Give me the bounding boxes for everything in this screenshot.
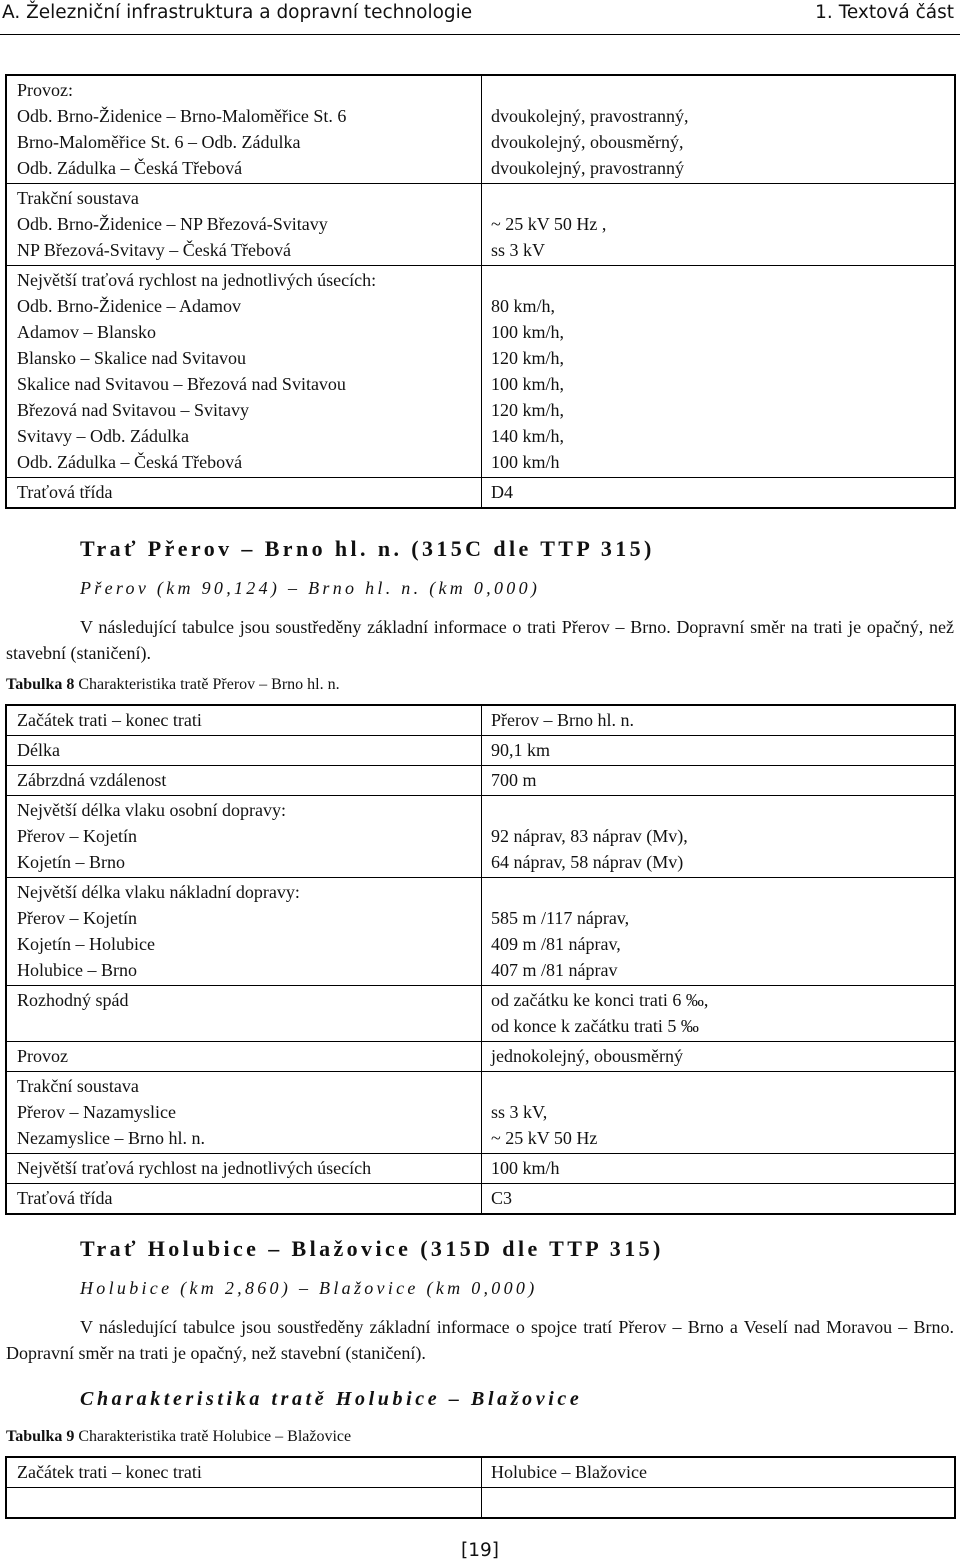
cell-line: Největší traťová rychlost na jednotlivých úsecích <box>17 1158 372 1178</box>
table-row <box>6 796 955 878</box>
cell-line: ~ 25 kV 50 Hz , <box>491 214 607 234</box>
caption-label: Tabulka 8 <box>6 676 75 693</box>
cell-line: Začátek trati – konec trati <box>17 1462 202 1482</box>
table-row <box>6 1072 955 1154</box>
cell-line: ss 3 kV <box>491 240 546 260</box>
cell-line: Odb. Brno-Židenice – NP Březová-Svitavy <box>17 214 328 234</box>
cell-line: Provoz: <box>17 80 73 100</box>
cell-line: 120 km/h, <box>491 348 565 368</box>
cell-line: Největší traťová rychlost na jednotlivých úsecích: <box>17 270 377 290</box>
cell-line: Holubice – Brno <box>17 960 137 980</box>
table-row <box>6 266 955 478</box>
cell-line: 100 km/h <box>491 452 560 472</box>
cell-line: Trakční soustava <box>17 1076 139 1096</box>
cell-line: Holubice – Blažovice <box>491 1462 647 1482</box>
cell-line: Největší délka vlaku nákladní dopravy: <box>17 882 300 902</box>
table-row <box>6 986 955 1042</box>
cell-line: 100 km/h <box>491 1158 560 1178</box>
cell-line: D4 <box>491 482 513 502</box>
section-paragraph: V následující tabulce jsou soustředěny základní informace o trati Přerov – Brno. Dopravní směr na trati je opačný, než stavební (staničení). <box>6 617 954 663</box>
table-row <box>6 766 955 796</box>
table-row <box>6 1042 955 1072</box>
table-row <box>6 1488 955 1519</box>
cell-line: Svitavy – Odb. Zádulka <box>17 426 189 446</box>
cell-line: 80 km/h, <box>491 296 556 316</box>
cell-line: Přerov – Kojetín <box>17 826 137 846</box>
cell-line: Rozhodný spád <box>17 990 129 1010</box>
cell-line: Kojetín – Holubice <box>17 934 155 954</box>
cell-line: Skalice nad Svitavou – Březová nad Svitavou <box>17 374 346 394</box>
cell-line: 120 km/h, <box>491 400 565 420</box>
cell-line: Přerov – Nazamyslice <box>17 1102 176 1122</box>
cell-line: Kojetín – Brno <box>17 852 125 872</box>
caption-text: Charakteristika tratě Přerov – Brno hl. n. <box>74 676 340 693</box>
cell-line: Odb. Brno-Židenice – Adamov <box>17 296 241 316</box>
cell-line: dvoukolejný, pravostranný <box>491 158 684 178</box>
cell-line: Odb. Zádulka – Česká Třebová <box>17 158 243 178</box>
cell-line: Přerov – Brno hl. n. <box>491 710 634 730</box>
page-number: [19] <box>461 1540 499 1561</box>
cell-line: Traťová třída <box>17 1188 113 1208</box>
cell-line: Délka <box>17 740 60 760</box>
table-row <box>6 1184 955 1215</box>
cell-line: Březová nad Svitavou – Svitavy <box>17 400 249 420</box>
cell-line: ~ 25 kV 50 Hz <box>491 1128 598 1148</box>
table-row <box>6 1154 955 1184</box>
cell-line: 92 náprav, 83 náprav (Mv), <box>491 826 688 846</box>
cell-line: 64 náprav, 58 náprav (Mv) <box>491 852 684 872</box>
cell-line: dvoukolejný, obousměrný, <box>491 132 684 152</box>
table-caption <box>6 1428 351 1446</box>
cell-line: 90,1 km <box>491 740 551 760</box>
table-continued <box>5 74 956 509</box>
cell-line: 100 km/h, <box>491 374 565 394</box>
cell-line: 700 m <box>491 770 537 790</box>
table-row <box>6 75 955 184</box>
table-row <box>6 478 955 509</box>
table-row <box>6 184 955 266</box>
table-row <box>6 1457 955 1488</box>
caption-text: Charakteristika tratě Holubice – Blažovice <box>74 1428 352 1445</box>
table-row <box>6 736 955 766</box>
subsection-heading: Charakteristika tratě Holubice – Blažovice <box>80 1388 583 1410</box>
section-title: Trať Přerov – Brno hl. n. (315C dle TTP 315) <box>80 536 655 561</box>
section-title: Trať Holubice – Blažovice (315D dle TTP 315) <box>80 1236 664 1261</box>
cell-line: Zábrzdná vzdálenost <box>17 770 167 790</box>
cell-line: od začátku ke konci trati 6 ‰, <box>491 990 709 1010</box>
table-row <box>6 878 955 986</box>
section-subtitle: Přerov (km 90,124) – Brno hl. n. (km 0,000) <box>80 578 541 598</box>
table-row <box>6 705 955 736</box>
cell-line: Odb. Brno-Židenice – Brno-Maloměřice St. 6 <box>17 106 347 126</box>
cell-line: Největší délka vlaku osobní dopravy: <box>17 800 286 820</box>
section-subtitle: Holubice (km 2,860) – Blažovice (km 0,000) <box>80 1278 538 1298</box>
cell-line: Odb. Zádulka – Česká Třebová <box>17 452 243 472</box>
header-part: 1. Textová část <box>815 2 954 23</box>
cell-line: Přerov – Kojetín <box>17 908 137 928</box>
section-paragraph: V následující tabulce jsou soustředěny základní informace o spojce tratí Přerov – Brno a Veselí nad Moravou – Brno. Dopravní směr na trati je opačný, než stavební (staničení). <box>6 1317 954 1363</box>
cell-line: C3 <box>491 1188 513 1208</box>
caption-label: Tabulka 9 <box>6 1428 75 1445</box>
header-chapter: A. Železniční infrastruktura a dopravní technologie <box>2 2 473 23</box>
table-caption <box>6 676 340 694</box>
cell-line: 409 m /81 náprav, <box>491 934 621 954</box>
cell-line: NP Březová-Svitavy – Česká Třebová <box>17 240 291 260</box>
cell-line: Začátek trati – konec trati <box>17 710 202 730</box>
cell-line: Trakční soustava <box>17 188 139 208</box>
cell-line: 585 m /117 náprav, <box>491 908 630 928</box>
cell-line: 407 m /81 náprav <box>491 960 618 980</box>
page-header <box>0 0 960 35</box>
cell-line: 100 km/h, <box>491 322 565 342</box>
cell-line: 140 km/h, <box>491 426 565 446</box>
cell-line: od konce k začátku trati 5 ‰ <box>491 1016 699 1036</box>
cell-line: Brno-Maloměřice St. 6 – Odb. Zádulka <box>17 132 301 152</box>
cell-line: jednokolejný, obousměrný <box>491 1046 683 1066</box>
cell-line: ss 3 kV, <box>491 1102 548 1122</box>
cell-line: Provoz <box>17 1046 68 1066</box>
cell-line: dvoukolejný, pravostranný, <box>491 106 689 126</box>
cell-line: Adamov – Blansko <box>17 322 156 342</box>
table-9 <box>5 1456 956 1519</box>
cell-line: Nezamyslice – Brno hl. n. <box>17 1128 205 1148</box>
cell-line: Blansko – Skalice nad Svitavou <box>17 348 246 368</box>
cell-line: Traťová třída <box>17 482 113 502</box>
table-8 <box>5 704 956 1215</box>
